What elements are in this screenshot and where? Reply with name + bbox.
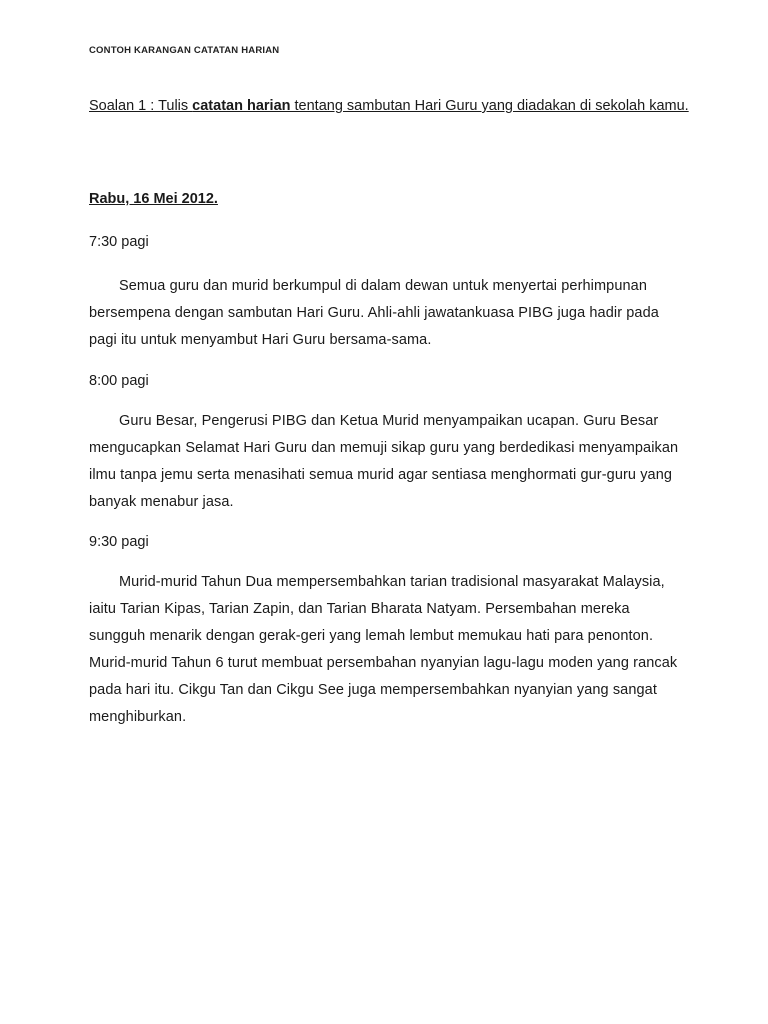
entry-time-3: 9:30 pagi (89, 534, 149, 550)
question-bold-term: catatan harian (192, 98, 291, 114)
entry-paragraph-2: Guru Besar, Pengerusi PIBG dan Ketua Murid menyampaikan ucapan. Guru Besar mengucapkan Selamat Hari Guru dan memuji sikap guru yang berdedikasi menyampaikan ilmu tanpa jemu serta menasihati semua murid agar sentiasa menghormati gur-guru yang banyak menabur jasa. (89, 413, 679, 510)
entry-paragraph-1: Semua guru dan murid berkumpul di dalam dewan untuk menyertai perhimpunan bersempena dengan sambutan Hari Guru. Ahli-ahli jawatankuasa PIBG juga hadir pada pagi itu untuk menyambut Hari Guru bersama-sama. (89, 278, 659, 348)
question-suffix: tentang sambutan Hari Guru yang diadakan di sekolah kamu. (290, 98, 689, 114)
document-header: CONTOH KARANGAN CATATAN HARIAN (89, 45, 280, 56)
question-prompt (89, 93, 689, 120)
entry-time-2: 8:00 pagi (89, 373, 149, 389)
entry-time-1: 7:30 pagi (89, 234, 149, 250)
entry-paragraph-3: Murid-murid Tahun Dua mempersembahkan tarian tradisional masyarakat Malaysia, iaitu Tarian Kipas, Tarian Zapin, dan Tarian Bharata Natyam. Persembahan mereka sungguh menarik dengan gerak-geri yang lemah lembut memukau hati para penonton. Murid-murid Tahun 6 turut membuat persembahan nyanyian lagu-lagu moden yang rancak pada hari itu. Cikgu Tan dan Cikgu See juga mempersembahkan nyanyian yang sangat menghiburkan. (89, 574, 678, 725)
question-prefix: Soalan 1 : Tulis (89, 98, 193, 114)
entry-date: Rabu, 16 Mei 2012. (89, 191, 218, 207)
